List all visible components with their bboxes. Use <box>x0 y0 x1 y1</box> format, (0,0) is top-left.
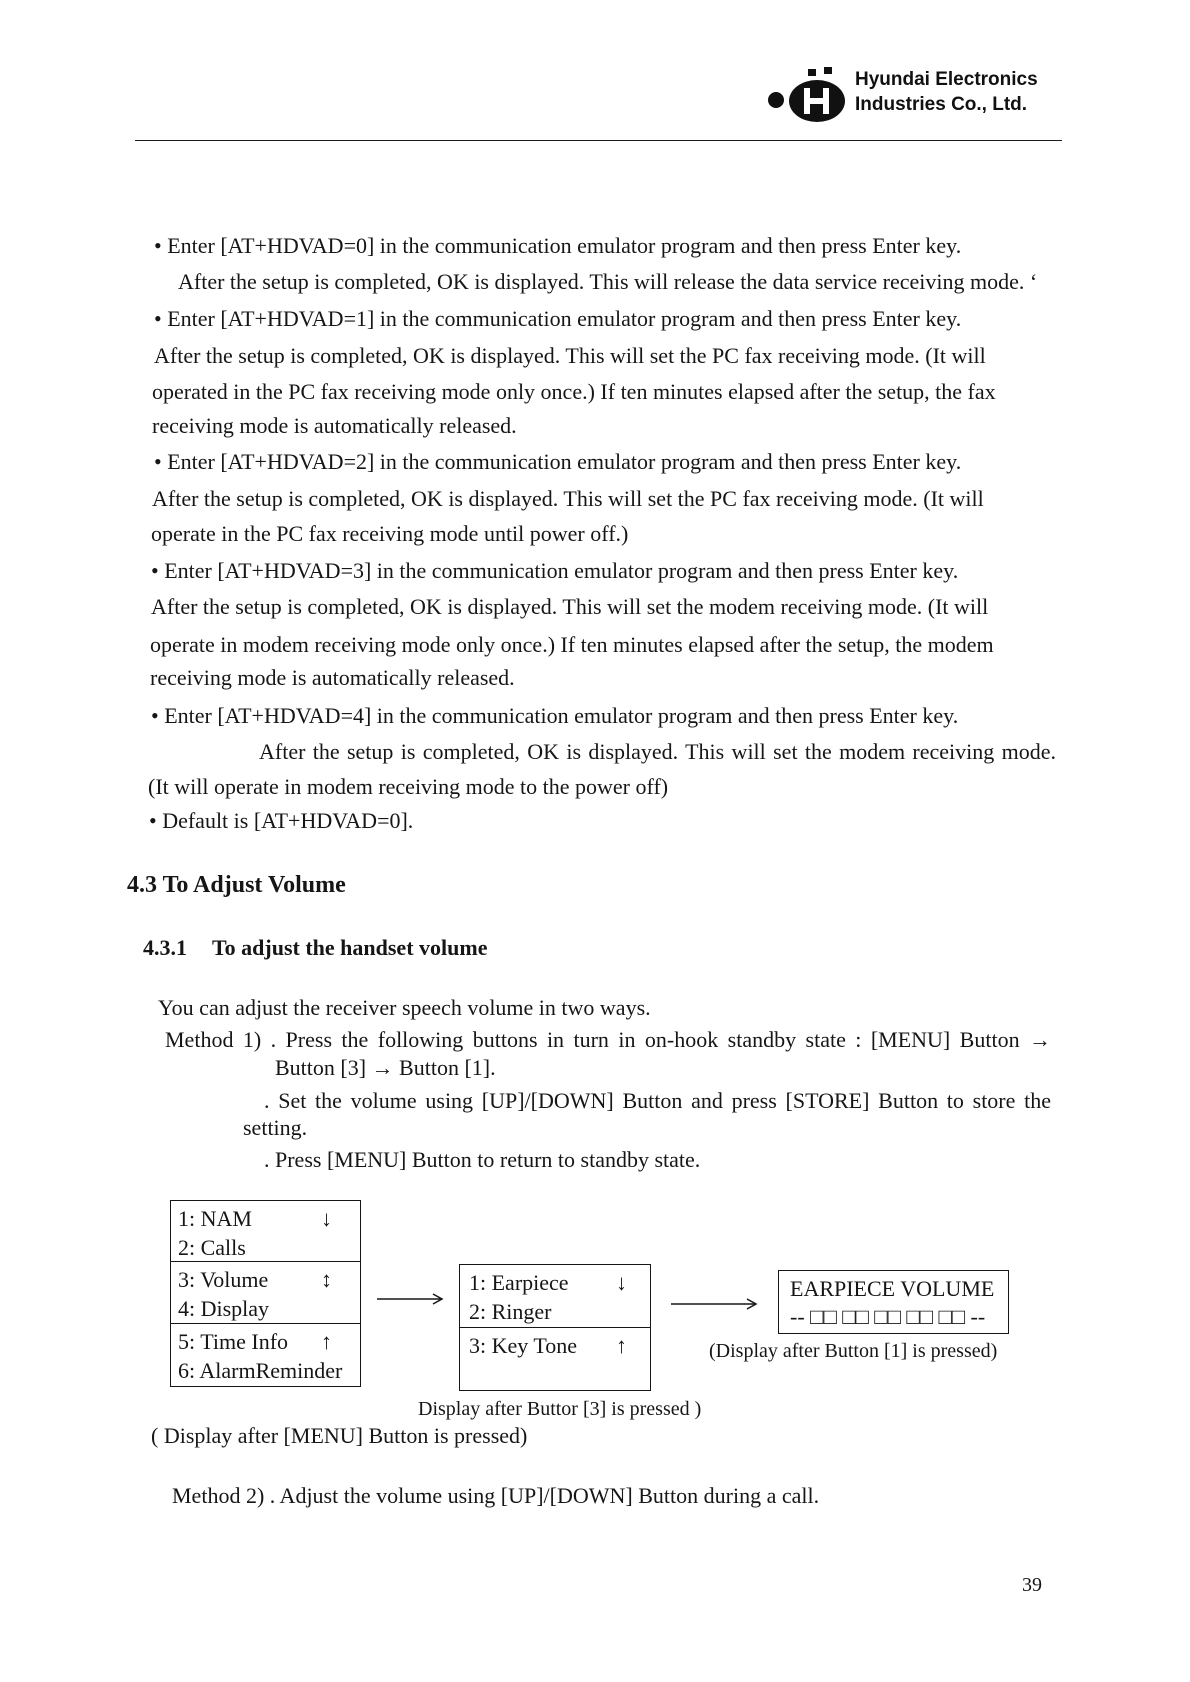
menu-item-label: 1: NAM <box>178 1206 252 1231</box>
intro-text: You can adjust the receiver speech volume in two ways. <box>158 995 651 1020</box>
text-line: After the setup is completed, OK is displayed. This will release the data service receiving mode. ‘ <box>178 269 1038 294</box>
text-line: • Enter [AT+HDVAD=0] in the communication emulator program and then press Enter key. <box>154 233 962 258</box>
text-line: After the setup is completed, OK is displayed. This will set the PC fax receiving mode. (It will <box>152 486 984 511</box>
text-line: operate in modem receiving mode only once.) If ten minutes elapsed after the setup, the modem <box>150 632 994 657</box>
text-line: • Enter [AT+HDVAD=4] in the communication emulator program and then press Enter key. <box>151 703 959 728</box>
menu-screen-display <box>170 1200 361 1387</box>
up-arrow-icon: ↑ <box>616 1333 627 1358</box>
up-arrow-icon: ↑ <box>321 1329 332 1354</box>
text-line: • Enter [AT+HDVAD=3] in the communication emulator program and then press Enter key. <box>151 558 959 583</box>
text-line: After the setup is completed, OK is displayed. This will set the modem receiving mode. (It will <box>151 594 989 619</box>
menu-page <box>171 1201 360 1262</box>
menu-item <box>171 1327 360 1356</box>
text-line: (It will operate in modem receiving mode to the power off) <box>148 774 669 799</box>
menu-item-label: 1: Earpiece <box>469 1270 569 1295</box>
menu-page <box>171 1324 360 1385</box>
text-line: Button [3] → Button [1]. <box>275 1055 496 1080</box>
right-arrow-icon <box>669 1295 759 1313</box>
menu-item <box>171 1294 360 1323</box>
volume-menu-caption: Display after Buttor [3] is pressed ) <box>418 1398 702 1420</box>
menu-item-label: 6: AlarmReminder <box>178 1358 343 1383</box>
company-name-line2: Industries Co., Ltd. <box>855 94 1028 115</box>
menu-item <box>171 1204 360 1233</box>
menu-item <box>460 1331 650 1360</box>
text-line: Method 1) . Press the following buttons in turn in on-hook standby state : [MENU] Button → <box>165 1027 1051 1052</box>
menu-item-label: 2: Ringer <box>469 1299 552 1324</box>
text-line: receiving mode is automatically released. <box>150 665 515 690</box>
volume-level-indicator: -- □□ □□ □□ □□ □□ -- <box>790 1304 986 1329</box>
menu-item-label: 4: Display <box>178 1296 270 1321</box>
volume-menu-display <box>459 1264 651 1391</box>
menu-item <box>171 1233 360 1262</box>
right-arrow-icon <box>375 1290 445 1308</box>
text-line: After the setup is completed, OK is displayed. This will set the PC fax receiving mode. (It will <box>154 343 986 368</box>
up-down-arrow-icon: ↕ <box>321 1267 332 1292</box>
down-arrow-icon: ↓ <box>616 1270 627 1295</box>
menu-item <box>460 1297 650 1326</box>
subsection-number: 4.3.1 <box>143 935 187 960</box>
earpiece-volume-display <box>778 1270 1009 1334</box>
menu-item-label: 5: Time Info <box>178 1329 289 1354</box>
method-2: Method 2) . Adjust the volume using [UP]/[DOWN] Button during a call. <box>172 1483 820 1508</box>
text-line: After the setup is completed, OK is displayed. This will set the modem receiving mode. <box>259 739 1056 764</box>
display-title: EARPIECE VOLUME <box>790 1276 995 1301</box>
header-divider <box>135 140 1062 141</box>
text-line: • Enter [AT+HDVAD=1] in the communication emulator program and then press Enter key. <box>154 306 962 331</box>
menu-page <box>460 1328 650 1360</box>
menu-page <box>460 1265 650 1328</box>
text-line: • Enter [AT+HDVAD=2] in the communication emulator program and then press Enter key. <box>154 449 962 474</box>
text-line: receiving mode is automatically released. <box>152 413 517 438</box>
menu-item-label: 3: Volume <box>178 1267 269 1292</box>
menu-page <box>171 1262 360 1324</box>
text-line: setting. <box>243 1115 308 1140</box>
menu-item <box>171 1265 360 1294</box>
text-line: . Set the volume using [UP]/[DOWN] Button and press [STORE] Button to store the <box>264 1088 1051 1113</box>
text-line: operate in the PC fax receiving mode until power off.) <box>151 521 629 546</box>
section-heading: 4.3 To Adjust Volume <box>127 872 346 898</box>
menu-item <box>460 1268 650 1297</box>
page-number: 39 <box>1022 1574 1042 1596</box>
text-line: • Default is [AT+HDVAD=0]. <box>149 808 414 833</box>
company-logo-icon <box>764 66 850 124</box>
subsection-title: To adjust the handset volume <box>212 935 488 960</box>
menu-item-label: 2: Calls <box>178 1235 246 1260</box>
down-arrow-icon: ↓ <box>321 1206 332 1231</box>
menu-item <box>171 1356 360 1385</box>
text-line: . Press [MENU] Button to return to standby state. <box>264 1147 701 1172</box>
text-line: operated in the PC fax receiving mode only once.) If ten minutes elapsed after the setup, the fax <box>152 379 996 404</box>
menu-item-label: 3: Key Tone <box>469 1333 578 1358</box>
earpiece-display-caption: (Display after Button [1] is pressed) <box>709 1340 998 1362</box>
menu-screen-caption: ( Display after [MENU] Button is pressed) <box>151 1423 528 1448</box>
company-name-line1: Hyundai Electronics <box>855 69 1038 90</box>
